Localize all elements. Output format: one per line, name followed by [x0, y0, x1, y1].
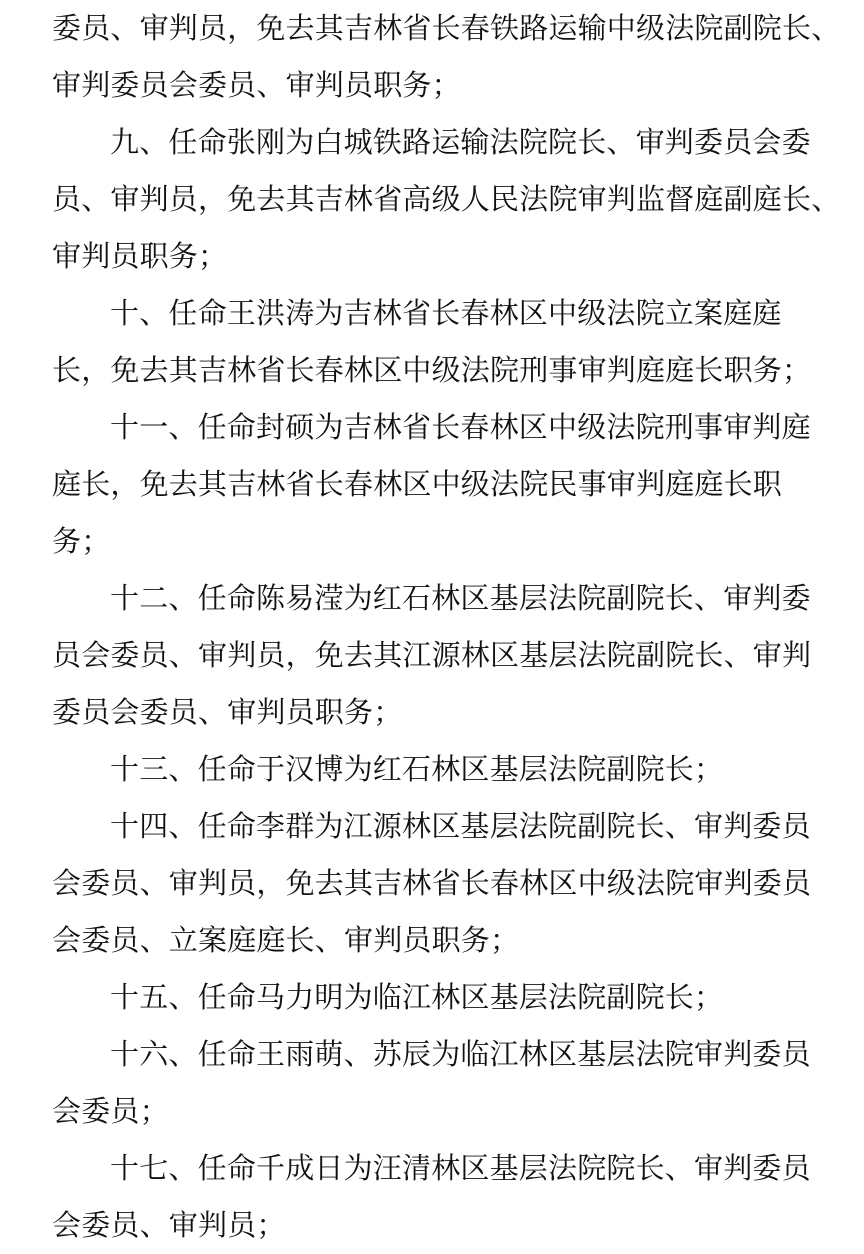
- paragraph-item-15: [52, 969, 802, 1026]
- text-line: 十一、任命封硕为吉林省长春林区中级法院刑事审判庭: [110, 410, 811, 444]
- text-line: 员会委员、审判员，免去其江源林区基层法院副院长、审判: [52, 638, 812, 672]
- paragraph-continued: [52, 0, 841, 114]
- text-line: 会委员、审判员，免去其吉林省长春林区中级法院审判委员: [52, 866, 812, 900]
- text-line: 会委员、审判员；: [52, 1208, 286, 1242]
- paragraph-item-11: [52, 399, 811, 570]
- text-line: 审判员职务；: [52, 239, 228, 273]
- text-line: 会委员、立案庭庭长、审判员职务；: [52, 923, 520, 957]
- paragraph-item-13: [52, 741, 802, 798]
- text-line: 九、任命张刚为白城铁路运输法院院长、审判委员会委: [110, 125, 811, 159]
- document-page: [52, 0, 841, 1254]
- text-line: 审判委员会委员、审判员职务；: [52, 68, 461, 102]
- paragraph-item-16: [52, 1026, 811, 1140]
- text-line: 十、任命王洪涛为吉林省长春林区中级法院立案庭庭: [110, 296, 782, 330]
- paragraph-item-10: [52, 285, 812, 399]
- text-line: 务；: [52, 524, 111, 558]
- text-line: 十三、任命于汉博为红石林区基层法院副院长；: [110, 752, 724, 786]
- text-line: 长，免去其吉林省长春林区中级法院刑事审判庭庭长职务；: [52, 353, 812, 387]
- text-line: 十六、任命王雨萌、苏辰为临江林区基层法院审判委员: [110, 1037, 811, 1071]
- paragraph-item-14: [52, 798, 812, 969]
- paragraph-item-9: [52, 114, 841, 285]
- paragraph-item-12: [52, 570, 812, 741]
- text-line: 十五、任命马力明为临江林区基层法院副院长；: [110, 980, 724, 1014]
- text-line: 委员会委员、审判员职务；: [52, 695, 403, 729]
- text-line: 十七、任命千成日为汪清林区基层法院院长、审判委员: [110, 1151, 811, 1185]
- text-line: 十四、任命李群为江源林区基层法院副院长、审判委员: [110, 809, 811, 843]
- text-line: 十二、任命陈易滢为红石林区基层法院副院长、审判委: [110, 581, 811, 615]
- text-line: 会委员；: [52, 1094, 169, 1128]
- text-line: 庭长，免去其吉林省长春林区中级法院民事审判庭庭长职: [52, 467, 783, 501]
- text-line: 委员、审判员，免去其吉林省长春铁路运输中级法院副院长、: [52, 11, 841, 45]
- text-line: 员、审判员，免去其吉林省高级人民法院审判监督庭副庭长、: [52, 182, 841, 216]
- paragraph-item-17: [52, 1140, 811, 1254]
